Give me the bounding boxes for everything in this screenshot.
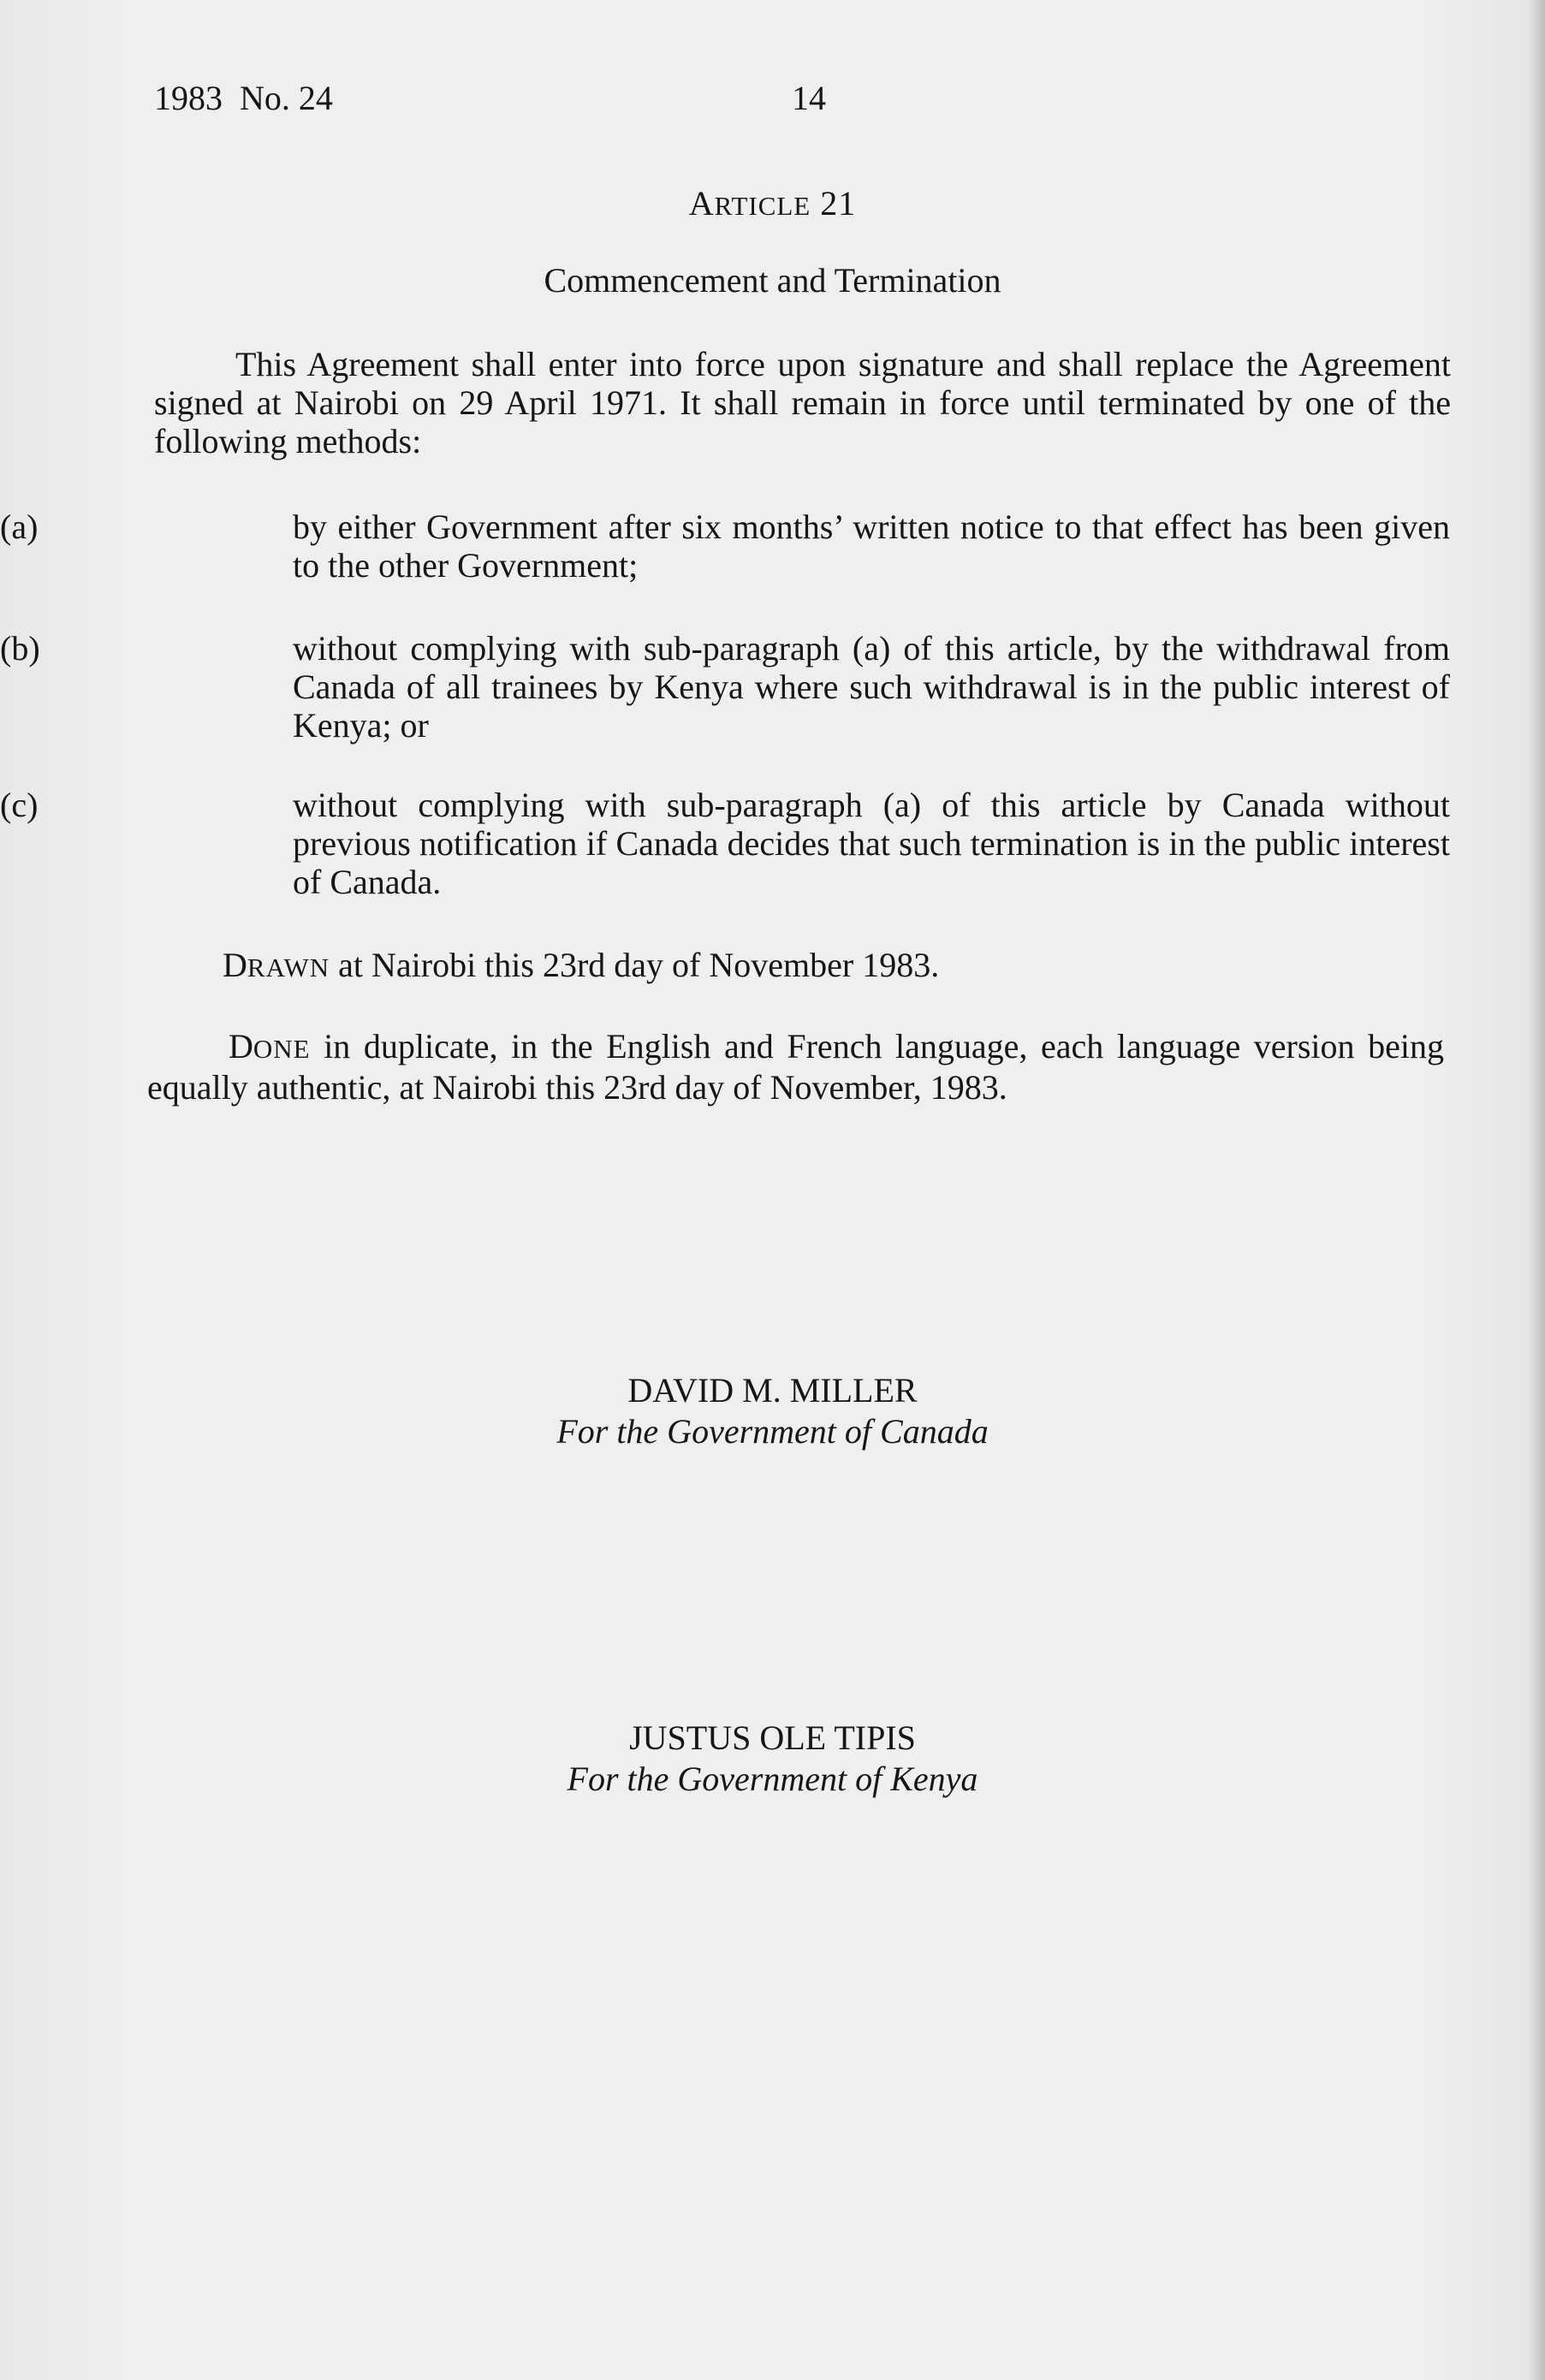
page-spine-shadow [1528,0,1545,2380]
signatory-name-canada: DAVID M. MILLER [627,1371,918,1410]
drawn-lead-initial: D [223,946,247,984]
list-item-text: without complying with sub-paragraph (a) of this article by Canada without previous notification if Canada decides that such termination is in the public interest of Canada. [293,786,1450,901]
done-lead-initial: D [229,1027,253,1065]
header-page-number: 14 [792,79,826,117]
done-statement [147,1027,1444,1107]
list-item-c [0,786,1450,901]
header-year: 1983 [154,79,223,117]
drawn-statement [154,946,1451,987]
article-title-initial: A [688,184,715,223]
signatory-role-kenya: For the Government of Kenya [567,1760,978,1798]
article-subtitle: Commencement and Termination [544,261,1001,300]
list-item-b [0,629,1450,745]
intro-paragraph: This Agreement shall enter into force upon signature and shall replace the Agreement signed at Nairobi on 29 April 1971. It shall remain in force until terminated by one of the following methods: [154,345,1451,460]
article-title-rest: RTICLE [714,191,811,221]
list-item-label: (a) [0,507,39,546]
done-text: in duplicate, in the English and French language, each language version being equally authentic, at Nairobi this 23rd day of November, 1983. [147,1027,1444,1107]
done-lead-rest: ONE [253,1034,311,1064]
header-number: No. 24 [240,79,333,117]
list-item-a [0,507,1450,585]
list-item-text: by either Government after six months’ written notice to that effect has been given to the other Government; [293,507,1450,585]
list-item-text: without complying with sub-paragraph (a) of this article, by the withdrawal from Canada of all trainees by Kenya where such withdrawal is in the public interest of Kenya; or [293,629,1450,745]
signatory-role-canada: For the Government of Canada [556,1412,989,1451]
drawn-text: at Nairobi this 23rd day of November 1983. [330,946,940,984]
list-item-label: (c) [0,786,39,824]
drawn-lead-rest: RAWN [247,953,330,982]
signatory-name-kenya: JUSTUS OLE TIPIS [629,1718,916,1757]
article-title [0,184,1545,225]
list-item-label: (b) [0,629,40,668]
article-title-number: 21 [820,184,857,223]
